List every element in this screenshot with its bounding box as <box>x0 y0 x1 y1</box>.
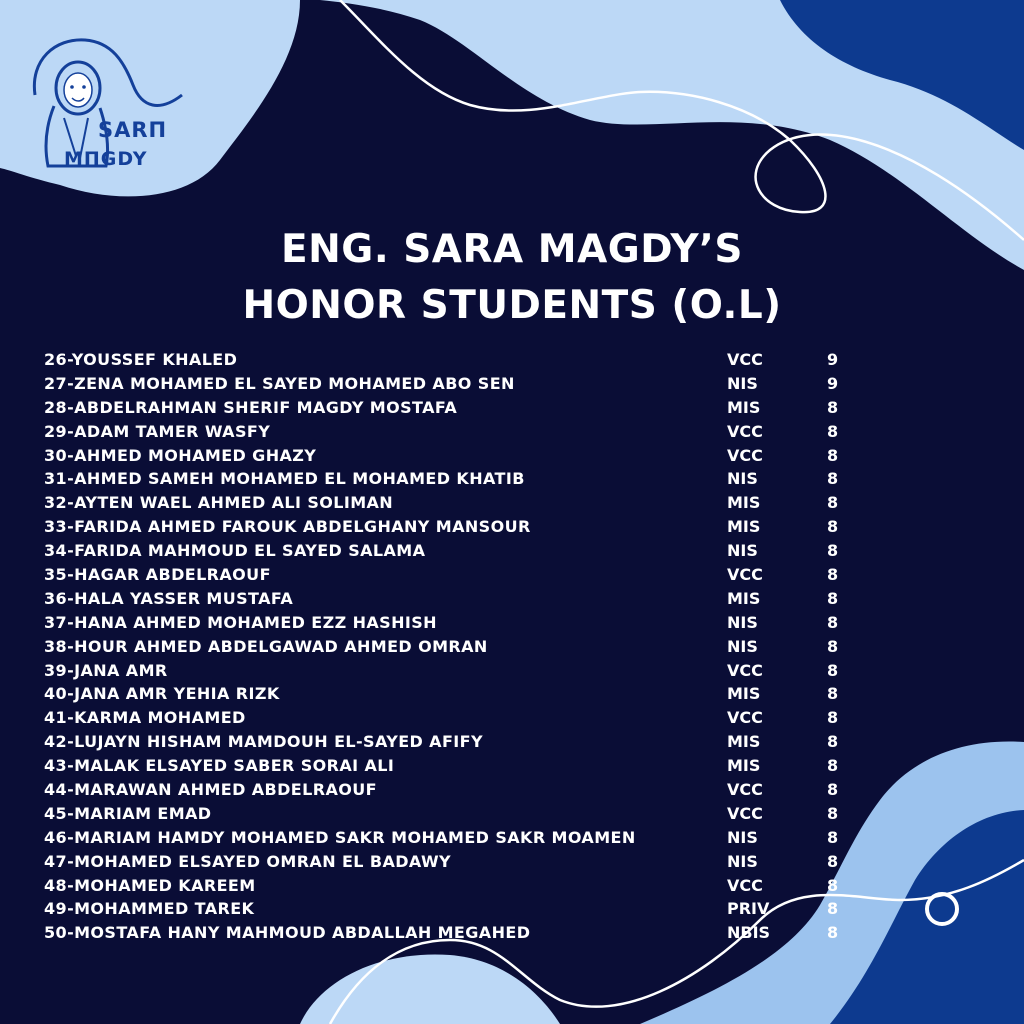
brand-logo <box>28 40 193 180</box>
student-grade: 8 <box>827 851 839 871</box>
student-name: 27-ZENA MOHAMED EL SAYED MOHAMED ABO SEN <box>44 373 515 393</box>
student-grade: 8 <box>827 445 839 465</box>
student-grade: 8 <box>827 827 839 847</box>
student-grade: 8 <box>827 803 839 823</box>
student-row <box>44 754 864 778</box>
student-grade: 8 <box>827 469 839 489</box>
student-name: 49-MOHAMMED TAREK <box>44 899 255 919</box>
student-name: 33-FARIDA AHMED FAROUK ABDELGHANY MANSOUR <box>44 517 531 537</box>
logo-word-first: SARΠ <box>98 118 168 142</box>
student-school: MIS <box>727 517 761 537</box>
page-title-line-2: HONOR STUDENTS (O.L) <box>242 283 782 328</box>
student-row <box>44 850 864 874</box>
student-row <box>44 611 864 635</box>
student-row <box>44 467 864 491</box>
student-grade: 8 <box>827 660 839 680</box>
student-school: MIS <box>727 397 761 417</box>
page-title-line-1: ENG. SARA MAGDY’S <box>281 227 743 272</box>
student-school: VCC <box>727 803 763 823</box>
student-name: 45-MARIAM EMAD <box>44 803 212 823</box>
student-grade: 8 <box>827 397 839 417</box>
student-grade: 8 <box>827 517 839 537</box>
student-grade: 8 <box>827 780 839 800</box>
student-row <box>44 659 864 683</box>
student-grade: 8 <box>827 636 839 656</box>
student-row <box>44 635 864 659</box>
student-school: NIS <box>727 469 758 489</box>
student-name: 32-AYTEN WAEL AHMED ALI SOLIMAN <box>44 493 394 513</box>
student-grade: 8 <box>827 541 839 561</box>
student-school: VCC <box>727 708 763 728</box>
student-row <box>44 491 864 515</box>
student-row <box>44 515 864 539</box>
student-name: 31-AHMED SAMEH MOHAMED EL MOHAMED KHATIB <box>44 469 525 489</box>
student-row <box>44 587 864 611</box>
logo-word-second: MΠGDY <box>64 148 148 170</box>
student-name: 36-HALA YASSER MUSTAFA <box>44 588 294 608</box>
student-name: 29-ADAM TAMER WASFY <box>44 421 271 441</box>
student-grade: 8 <box>827 684 839 704</box>
student-school: VCC <box>727 445 763 465</box>
student-name: 39-JANA AMR <box>44 660 168 680</box>
student-row <box>44 706 864 730</box>
student-school: MIS <box>727 493 761 513</box>
student-name: 50-MOSTAFA HANY MAHMOUD ABDALLAH MEGAHED <box>44 923 531 943</box>
student-school: VCC <box>727 350 763 369</box>
student-grade: 8 <box>827 421 839 441</box>
student-row <box>44 826 864 850</box>
student-row <box>44 802 864 826</box>
student-row <box>44 778 864 802</box>
student-school: MIS <box>727 588 761 608</box>
student-school: NIS <box>727 851 758 871</box>
student-name: 42-LUJAYN HISHAM MAMDOUH EL-SAYED AFIFY <box>44 732 483 752</box>
student-name: 35-HAGAR ABDELRAOUF <box>44 565 271 585</box>
student-row <box>44 563 864 587</box>
student-school: VCC <box>727 875 763 895</box>
student-list <box>44 348 864 945</box>
student-grade: 8 <box>827 756 839 776</box>
student-school: NIS <box>727 827 758 847</box>
student-name: 28-ABDELRAHMAN SHERIF MAGDY MOSTAFA <box>44 397 458 417</box>
student-grade: 8 <box>827 899 839 919</box>
student-school: NIS <box>727 541 758 561</box>
student-school: VCC <box>727 780 763 800</box>
student-school: NIS <box>727 612 758 632</box>
student-row <box>44 372 864 396</box>
student-grade: 9 <box>827 350 839 369</box>
student-grade: 8 <box>827 565 839 585</box>
student-row <box>44 420 864 444</box>
student-school: VCC <box>727 660 763 680</box>
student-school: PRIV <box>727 899 770 919</box>
student-row <box>44 444 864 468</box>
student-school: MIS <box>727 756 761 776</box>
student-grade: 8 <box>827 708 839 728</box>
student-grade: 9 <box>827 373 839 393</box>
student-name: 43-MALAK ELSAYED SABER SORAI ALI <box>44 756 395 776</box>
student-name: 38-HOUR AHMED ABDELGAWAD AHMED OMRAN <box>44 636 488 656</box>
student-school: NBIS <box>727 923 771 943</box>
student-row <box>44 921 864 945</box>
student-school: MIS <box>727 732 761 752</box>
student-name: 44-MARAWAN AHMED ABDELRAOUF <box>44 780 377 800</box>
student-row <box>44 730 864 754</box>
student-row <box>44 396 864 420</box>
student-name: 41-KARMA MOHAMED <box>44 708 246 728</box>
student-grade: 8 <box>827 732 839 752</box>
student-name: 48-MOHAMED KAREEM <box>44 875 256 895</box>
student-grade: 8 <box>827 493 839 513</box>
student-name: 34-FARIDA MAHMOUD EL SAYED SALAMA <box>44 541 426 561</box>
student-grade: 8 <box>827 875 839 895</box>
student-school: VCC <box>727 421 763 441</box>
student-name: 46-MARIAM HAMDY MOHAMED SAKR MOHAMED SAKR MOAMEN <box>44 827 636 847</box>
student-school: NIS <box>727 636 758 656</box>
student-name: 47-MOHAMED ELSAYED OMRAN EL BADAWY <box>44 851 452 871</box>
student-row <box>44 874 864 898</box>
student-row <box>44 348 864 372</box>
student-row <box>44 897 864 921</box>
bottom-left-blob <box>300 954 560 1024</box>
student-name: 26-YOUSSEF KHALED <box>44 350 238 369</box>
student-name: 40-JANA AMR YEHIA RIZK <box>44 684 280 704</box>
student-row <box>44 682 864 706</box>
ring-decoration <box>925 892 959 926</box>
student-name: 30-AHMED MOHAMED GHAZY <box>44 445 317 465</box>
student-grade: 8 <box>827 612 839 632</box>
student-row <box>44 539 864 563</box>
student-school: VCC <box>727 565 763 585</box>
student-grade: 8 <box>827 588 839 608</box>
student-school: MIS <box>727 684 761 704</box>
student-name: 37-HANA AHMED MOHAMED EZZ HASHISH <box>44 612 437 632</box>
student-school: NIS <box>727 373 758 393</box>
student-grade: 8 <box>827 923 839 943</box>
